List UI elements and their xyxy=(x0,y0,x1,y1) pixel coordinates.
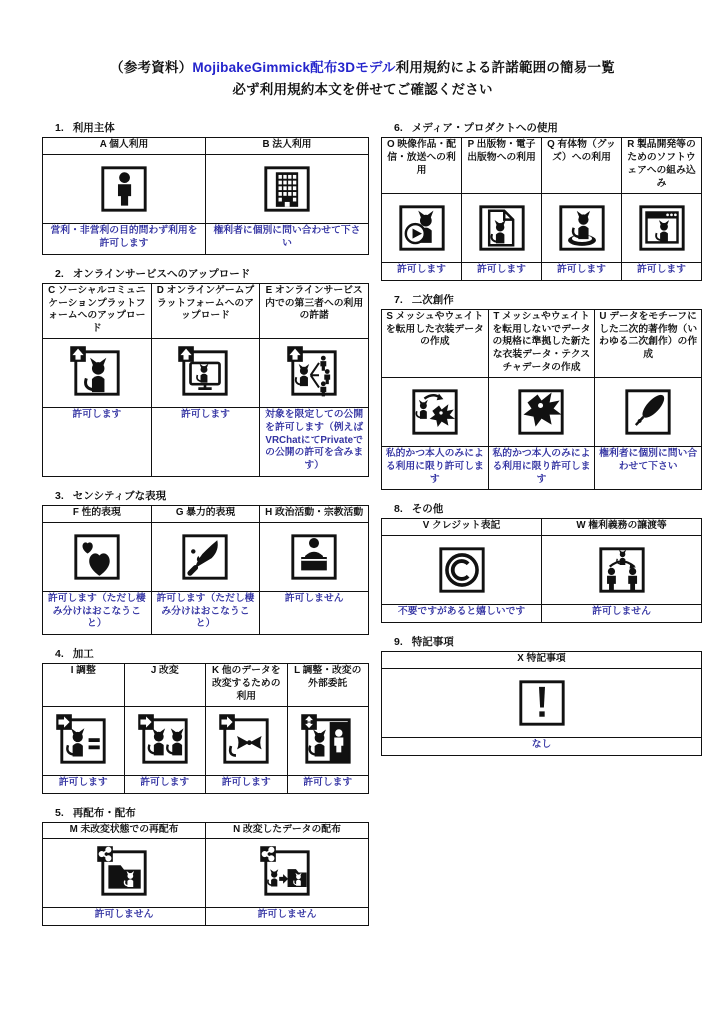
title-line2: 必ず利用規約本文を併せてご確認ください xyxy=(232,81,493,97)
cell-L-icon-cell xyxy=(287,706,369,775)
cell-W-answer: 許可しません xyxy=(542,605,702,623)
permission-table xyxy=(381,518,702,623)
icon-box xyxy=(384,383,486,441)
cell-C-answer: 許可します xyxy=(43,408,152,477)
cell-N-header: N 改変したデータの配布 xyxy=(206,822,369,839)
permission-table xyxy=(381,309,702,491)
permission-table xyxy=(42,283,369,477)
cell-V-answer: 不要ですがあると嬉しいです xyxy=(382,605,542,623)
cell-F-icon-cell xyxy=(43,522,152,591)
cell-E-header: E オンラインサービス内での第三者への利用の許諾 xyxy=(260,283,369,339)
icon-box xyxy=(384,541,539,599)
cell-J-answer: 許可します xyxy=(124,775,206,793)
cell-D-answer: 許可します xyxy=(151,408,260,477)
cell-L-header: L 調整・改変の外部委託 xyxy=(287,664,369,707)
cell-O-answer: 許可します xyxy=(382,262,462,280)
section-4 xyxy=(42,646,369,794)
section-heading xyxy=(381,634,702,649)
upload-game-icon xyxy=(176,344,234,402)
cell-Q-header: Q 有体物（グッズ）への利用 xyxy=(542,138,622,194)
cell-P-header: P 出版物・電子出版物への利用 xyxy=(462,138,542,194)
section-title: その他 xyxy=(411,503,444,516)
outsource-icon xyxy=(299,712,357,770)
cell-U-header: U データをモチーフにした二次的著作物（いわゆる二次創作）の作成 xyxy=(595,309,702,378)
section-heading xyxy=(381,120,702,135)
icon-box xyxy=(208,160,366,218)
section-3 xyxy=(42,488,369,635)
section-heading xyxy=(42,120,369,135)
cell-H-answer: 許可しません xyxy=(260,591,369,634)
cell-I-answer: 許可します xyxy=(43,775,125,793)
cell-P-answer: 許可します xyxy=(462,262,542,280)
cell-S-header: S メッシュやウェイトを転用した衣装データの作成 xyxy=(382,309,489,378)
cell-A-header: A 個人利用 xyxy=(43,138,206,155)
icon-box xyxy=(384,199,459,257)
cell-R-icon-cell xyxy=(622,193,702,262)
cell-V-header: V クレジット表記 xyxy=(382,519,542,536)
cell-E-answer: 対象を限定しての公開を許可します（例えばVRChatにてPrivateでの公開の許可を含みます） xyxy=(260,408,369,477)
cell-L-answer: 許可します xyxy=(287,775,369,793)
cell-C-icon-cell xyxy=(43,339,152,408)
icon-box xyxy=(45,160,203,218)
cell-H-icon-cell xyxy=(260,522,369,591)
person-icon xyxy=(95,160,153,218)
cell-X-answer: なし xyxy=(382,738,702,756)
cell-G-answer: 許可します（ただし棲み分けはおこなうこと） xyxy=(151,591,260,634)
section-9 xyxy=(381,634,702,756)
section-6 xyxy=(381,120,702,280)
section-title: 加工 xyxy=(72,648,94,661)
permission-table xyxy=(381,137,702,280)
cell-X-icon-cell xyxy=(382,669,702,738)
title-line1-pre: （参考資料） xyxy=(110,60,193,75)
share-folder-icon xyxy=(95,844,153,902)
cell-W-icon-cell xyxy=(542,536,702,605)
section-heading xyxy=(381,292,702,307)
cell-A-icon-cell xyxy=(43,155,206,224)
section-number: 8. xyxy=(394,503,403,516)
icon-box xyxy=(208,712,285,770)
cell-B-answer: 権利者に個別に問い合わせて下さい xyxy=(206,224,369,254)
cell-T-answer: 私的かつ本人のみによる利用に限り許可します xyxy=(488,447,595,490)
copyright-icon xyxy=(433,541,491,599)
section-heading xyxy=(42,805,369,820)
cell-N-icon-cell xyxy=(206,839,369,908)
cell-W-header: W 権利義務の譲渡等 xyxy=(542,519,702,536)
icon-box xyxy=(544,541,699,599)
cell-M-icon-cell xyxy=(43,839,206,908)
software-icon xyxy=(633,199,691,257)
section-number: 3. xyxy=(55,489,64,502)
section-title: 特記事項 xyxy=(411,636,454,649)
costume-reuse-icon xyxy=(406,383,464,441)
cell-T-header: T メッシュやウェイトを転用しないでデータの規格に準拠した新たな衣装データ・テクスチャデータの作成 xyxy=(488,309,595,378)
right-column xyxy=(381,120,702,937)
section-heading xyxy=(42,266,369,281)
section-title: 利用主体 xyxy=(72,122,115,135)
cell-D-header: D オンラインゲームプラットフォームへのアップロード xyxy=(151,283,260,339)
cell-S-icon-cell xyxy=(382,378,489,447)
section-number: 6. xyxy=(394,122,403,135)
icon-box xyxy=(624,199,699,257)
cell-H-header: H 政治活動・宗教活動 xyxy=(260,505,369,522)
permission-table xyxy=(42,822,369,927)
cell-I-header: I 調整 xyxy=(43,664,125,707)
section-2 xyxy=(42,266,369,477)
modify-icon xyxy=(136,712,194,770)
cell-P-icon-cell xyxy=(462,193,542,262)
section-title: 再配布・配布 xyxy=(72,806,136,819)
transfer-icon xyxy=(593,541,651,599)
icon-box xyxy=(290,712,367,770)
podium-icon xyxy=(285,528,343,586)
cell-R-answer: 許可します xyxy=(622,262,702,280)
permission-table xyxy=(42,505,369,635)
cell-I-icon-cell xyxy=(43,706,125,775)
page-title xyxy=(0,0,725,100)
section-heading xyxy=(381,501,702,516)
exclamation-icon xyxy=(513,674,571,732)
cell-A-answer: 営利・非営利の目的問わず利用を許可します xyxy=(43,224,206,254)
icon-box xyxy=(45,528,149,586)
cell-R-header: R 製品開発等のためのソフトウェアへの組み込み xyxy=(622,138,702,194)
upload-share-icon xyxy=(285,344,343,402)
cell-C-header: C ソーシャルコミュニケーションプラットフォームへのアップロード xyxy=(43,283,152,339)
icon-box xyxy=(262,528,366,586)
goods-icon xyxy=(553,199,611,257)
section-heading xyxy=(42,646,369,661)
icon-box xyxy=(208,844,366,902)
icon-box xyxy=(597,383,699,441)
icon-box xyxy=(384,674,699,732)
share-modified-icon xyxy=(258,844,316,902)
icon-box xyxy=(544,199,619,257)
knife-icon xyxy=(176,528,234,586)
costume-new-icon xyxy=(512,383,570,441)
icon-box xyxy=(262,344,366,402)
cell-F-answer: 許可します（ただし棲み分けはおこなうこと） xyxy=(43,591,152,634)
cell-T-icon-cell xyxy=(488,378,595,447)
brand-name: MojibakeGimmick配布3Dモデル xyxy=(192,60,396,75)
cell-F-header: F 性的表現 xyxy=(43,505,152,522)
cell-M-answer: 許可しません xyxy=(43,908,206,926)
permission-table xyxy=(42,663,369,794)
icon-box xyxy=(154,528,258,586)
section-number: 4. xyxy=(55,648,64,661)
hearts-icon xyxy=(68,528,126,586)
cell-M-header: M 未改変状態での再配布 xyxy=(43,822,206,839)
icon-box xyxy=(154,344,258,402)
section-7 xyxy=(381,292,702,491)
cell-B-icon-cell xyxy=(206,155,369,224)
section-8 xyxy=(381,501,702,623)
cell-S-answer: 私的かつ本人のみによる利用に限り許可します xyxy=(382,447,489,490)
publication-icon xyxy=(473,199,531,257)
section-title: メディア・プロダクトへの使用 xyxy=(411,122,558,135)
cell-G-icon-cell xyxy=(151,522,260,591)
adjust-icon xyxy=(54,712,112,770)
upload-social-icon xyxy=(68,344,126,402)
cell-U-icon-cell xyxy=(595,378,702,447)
section-number: 9. xyxy=(394,636,403,649)
modify-data-icon xyxy=(217,712,275,770)
cell-B-header: B 法人利用 xyxy=(206,138,369,155)
cell-O-header: O 映像作品・配信・放送への利用 xyxy=(382,138,462,194)
section-title: 二次創作 xyxy=(411,293,454,306)
section-title: オンラインサービスへのアップロード xyxy=(72,267,251,280)
cell-K-icon-cell xyxy=(206,706,288,775)
cell-O-icon-cell xyxy=(382,193,462,262)
cell-X-header: X 特記事項 xyxy=(382,652,702,669)
section-number: 2. xyxy=(55,267,64,280)
section-number: 7. xyxy=(394,293,403,306)
cell-Q-answer: 許可します xyxy=(542,262,622,280)
video-icon xyxy=(393,199,451,257)
section-number: 1. xyxy=(55,122,64,135)
cell-E-icon-cell xyxy=(260,339,369,408)
title-line1 xyxy=(0,57,725,79)
icon-box xyxy=(45,712,122,770)
cell-K-answer: 許可します xyxy=(206,775,288,793)
section-number: 5. xyxy=(55,806,64,819)
cell-V-icon-cell xyxy=(382,536,542,605)
icon-box xyxy=(45,844,203,902)
section-5 xyxy=(42,805,369,927)
section-1 xyxy=(42,120,369,254)
section-heading xyxy=(42,488,369,503)
cell-U-answer: 権利者に個別に問い合わせて下さい xyxy=(595,447,702,490)
cell-G-header: G 暴力的表現 xyxy=(151,505,260,522)
title-line1-post: 利用規約による許諾範囲の簡易一覧 xyxy=(395,60,615,75)
cell-J-icon-cell xyxy=(124,706,206,775)
left-column xyxy=(42,120,369,937)
building-icon xyxy=(258,160,316,218)
permission-table xyxy=(42,137,369,254)
cell-D-icon-cell xyxy=(151,339,260,408)
section-title: センシティブな表現 xyxy=(72,489,167,502)
icon-box xyxy=(491,383,593,441)
pen-icon xyxy=(619,383,677,441)
cell-K-header: K 他のデータを改変するための利用 xyxy=(206,664,288,707)
cell-Q-icon-cell xyxy=(542,193,622,262)
content-columns xyxy=(0,120,725,937)
permission-table xyxy=(381,651,702,756)
icon-box xyxy=(45,344,149,402)
cell-N-answer: 許可しません xyxy=(206,908,369,926)
icon-box xyxy=(464,199,539,257)
icon-box xyxy=(127,712,204,770)
cell-J-header: J 改変 xyxy=(124,664,206,707)
